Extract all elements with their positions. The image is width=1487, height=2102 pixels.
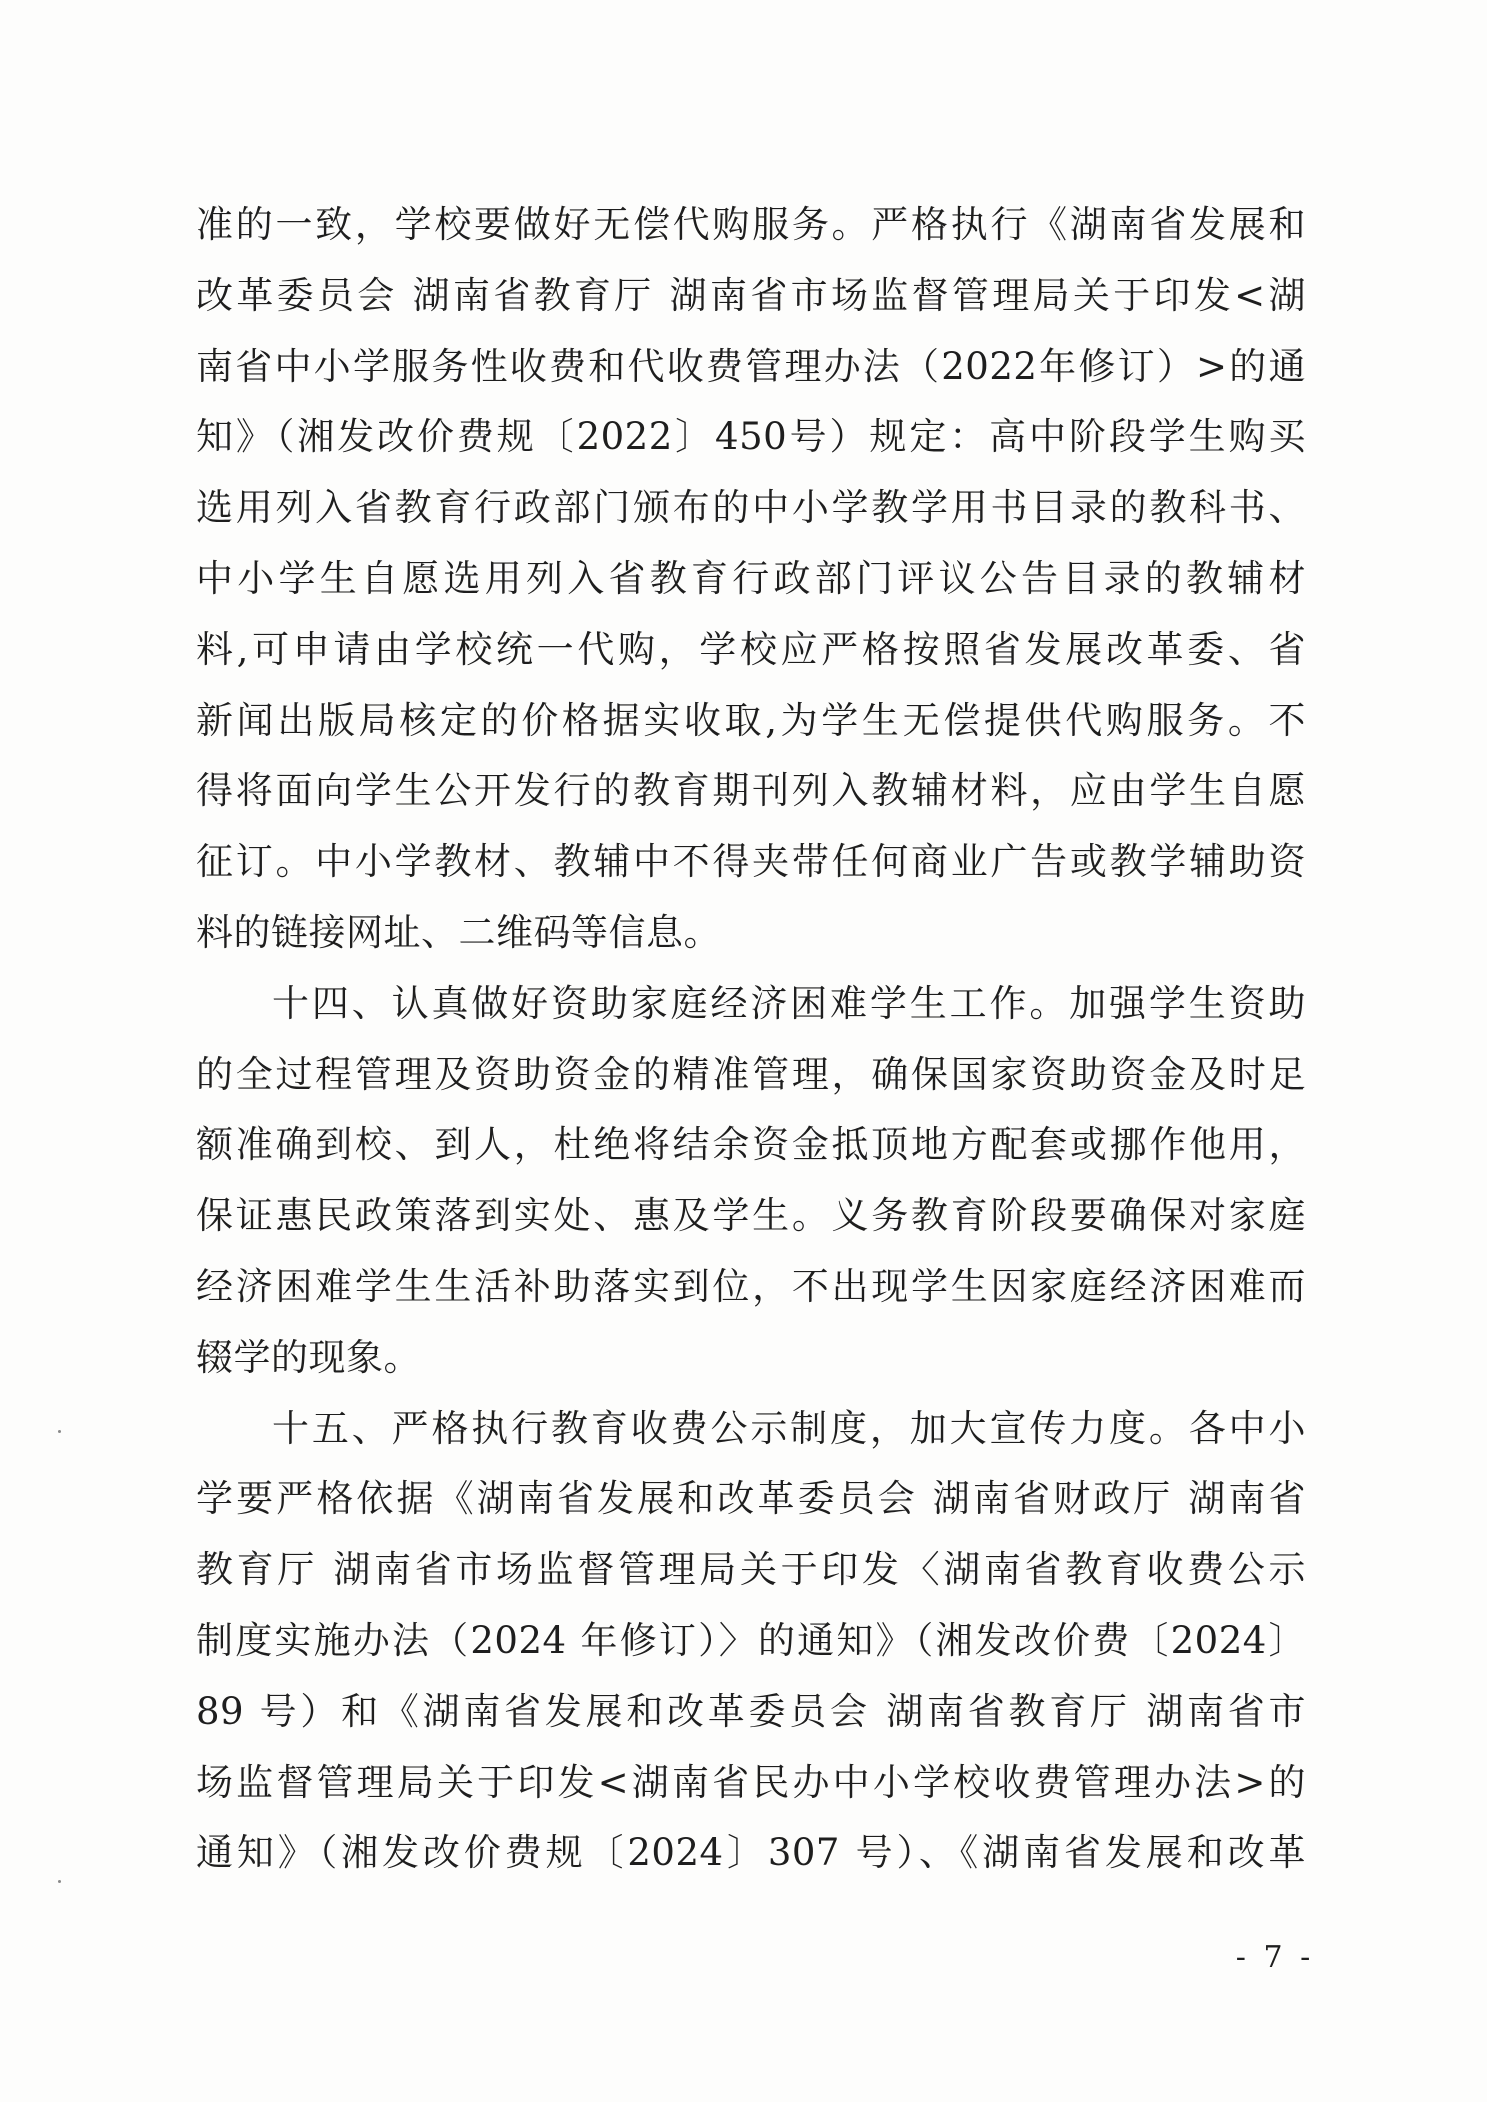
scan-speck: [58, 1880, 61, 1883]
text-line: 南省中小学服务性收费和代收费管理办法（2022年修订）>的通: [196, 344, 1306, 388]
text-line: 额准确到校、到人，杜绝将结余资金抵顶地方配套或挪作他用，: [196, 1123, 1306, 1167]
text-line: 保证惠民政策落到实处、惠及学生。义务教育阶段要确保对家庭: [196, 1194, 1306, 1238]
text-line: 辍学的现象。: [196, 1335, 421, 1379]
text-line: 料,可申请由学校统一代购，学校应严格按照省发展改革委、省: [196, 627, 1306, 671]
text-line: 教育厅 湖南省市场监督管理局关于印发〈湖南省教育收费公示: [196, 1548, 1306, 1592]
text-line: 得将面向学生公开发行的教育期刊列入教辅材料，应由学生自愿: [196, 769, 1306, 813]
text-line: 的全过程管理及资助资金的精准管理，确保国家资助资金及时足: [196, 1052, 1306, 1096]
text-line: 中小学生自愿选用列入省教育行政部门评议公告目录的教辅材: [196, 556, 1306, 600]
text-line: 改革委员会 湖南省教育厅 湖南省市场监督管理局关于印发<湖: [196, 273, 1306, 317]
text-line: 征订。中小学教材、教辅中不得夹带任何商业广告或教学辅助资: [196, 840, 1306, 884]
text-line: 准的一致，学校要做好无偿代购服务。严格执行《湖南省发展和: [196, 203, 1306, 246]
text-line: 学要严格依据《湖南省发展和改革委员会 湖南省财政厅 湖南省: [196, 1477, 1306, 1521]
scan-speck: [58, 1430, 61, 1433]
text-line: 知》（湘发改价费规〔2022〕450号）规定：高中阶段学生购买: [196, 415, 1306, 459]
text-line: 选用列入省教育行政部门颁布的中小学教学用书目录的教科书、: [196, 486, 1306, 530]
text-line: 经济困难学生生活补助落实到位，不出现学生因家庭经济困难而: [196, 1264, 1306, 1308]
paragraph-start-line: 十五、严格执行教育收费公示制度，加大宣传力度。各中小: [272, 1406, 1306, 1450]
paragraph-start-line: 十四、认真做好资助家庭经济困难学生工作。加强学生资助: [272, 981, 1306, 1025]
text-line: 通知》（湘发改价费规〔2024〕307 号）、《湖南省发展和改革: [196, 1831, 1306, 1875]
text-line: 制度实施办法（2024 年修订）〉的通知》（湘发改价费〔2024〕: [196, 1618, 1306, 1662]
page-number: - 7 -: [1235, 1940, 1315, 1975]
document-body: [196, 190, 1306, 1889]
text-line: 新闻出版局核定的价格据实收取,为学生无偿提供代购服务。不: [196, 698, 1306, 742]
text-line: 场监督管理局关于印发<湖南省民办中小学校收费管理办法>的: [196, 1760, 1306, 1804]
text-line: 89 号）和《湖南省发展和改革委员会 湖南省教育厅 湖南省市: [196, 1689, 1306, 1733]
text-line: 料的链接网址、二维码等信息。: [196, 910, 721, 954]
